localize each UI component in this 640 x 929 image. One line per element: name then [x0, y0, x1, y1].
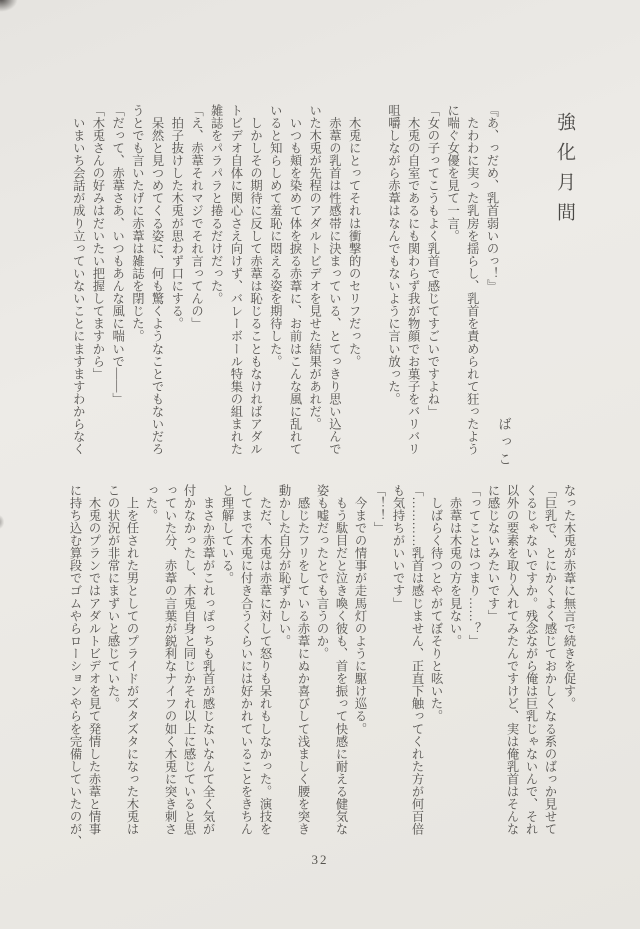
author-name: ばっこ: [496, 417, 511, 470]
text-line: 木兎にとってそれは衝撃的のセリフだった。: [347, 104, 362, 368]
scan-artifact-smudge: [0, 515, 4, 529]
text-line: まさか赤葦がこれっぽっちも乳首が感じないなんて全く気が: [201, 484, 215, 836]
text-line: 雑誌をパラパラと捲るだけだった。: [209, 104, 224, 305]
text-line: 「…………乳首は感じません、正直下触ってくれた方が何百倍: [410, 484, 424, 836]
text-line: に喘ぐ女優を見て一言。: [445, 104, 460, 243]
text-line: うとでも言いたげに赤葦は雑誌を閉じた。: [130, 104, 145, 343]
text-line: いつも頬を染めて体を捩る赤葦に、お前はこんな風に乱れて: [287, 104, 302, 456]
text-line: 「女の子ってこうもよく乳首で感じてすごいですよね」: [425, 104, 440, 418]
text-line: 咀嚼しながら赤葦はなんでもないように言い放った。: [386, 104, 401, 406]
text-line: もう駄目だと泣き喚く彼も、首を振って快感に耐える健気な: [334, 484, 348, 836]
text-line: 以外の要素を取り入れてみたんですけど、実は俺乳首はそんな: [505, 484, 519, 836]
text-line: 動かした自分が恥ずかしい。: [277, 484, 291, 648]
text-line: 上を任された男としてのプライドがズタズタになった木兎は: [125, 484, 139, 836]
text-line: 呆然と見つめてくる姿に、何も驚くようなことでもないだろ: [150, 104, 165, 456]
text-line: この状況が非常にまずいと感じていた。: [106, 484, 120, 710]
text-line: 「巨乳で、とにかくよく感じておかしくなる系のばっか見せて: [543, 484, 557, 836]
text-line: ただ、木兎は赤葦に対して怒りも呆れもしなかった。演技を: [258, 484, 272, 836]
text-line: 「だって、赤葦さあ、いつもあんな風に喘いで――」: [110, 104, 125, 406]
text-line: 「え、赤葦それマジでそれ言ってんの」: [189, 104, 204, 330]
text-line: しかしその期待に反して赤葦は恥じることもなければアダル: [248, 104, 263, 456]
text-line: った。: [144, 484, 158, 522]
page-number: 32: [311, 852, 329, 867]
text-line: 今までの情事が走馬灯のように駆け巡る。: [353, 484, 367, 735]
text-line: いた木兎が先程のアダルトビデオを見せた結果があれだ。: [307, 104, 322, 431]
scan-artifact-smudge: [0, 0, 18, 12]
text-line: 付かなかったし、木兎自身と同じかそれ以上に感じていると思: [182, 484, 196, 836]
text-line: してまで木兎に付き合うくらいには好かれていることをきちん: [239, 484, 253, 836]
text-line: 拍子抜けした木兎が思わず口にする。: [169, 104, 184, 330]
text-line: 「ってことはつまり……？」: [467, 484, 481, 648]
text-line: いまいち会話が成り立っていないことにますますわからなく: [71, 104, 86, 456]
text-line: 木兎のプランではアダルトビデオを見て発情した赤葦と情事: [87, 484, 101, 836]
text-line: っていた分、赤葦の言葉が鋭利なナイフの如く木兎に突き刺さ: [163, 484, 177, 836]
text-line: 『あ、っだめ、乳首弱いのっ！』: [485, 104, 499, 293]
text-line: たわわに実った乳房を揺らし、乳首を責められて狂ったよう: [465, 104, 480, 456]
text-line: 木兎の自室であるにも関わらず我が物顔でお菓子をバリバリ: [406, 104, 421, 456]
text-line: しばらく待つとやがてぼそりと呟いた。: [429, 484, 443, 723]
text-line: 赤葦の乳首は性感帯に決まっている、とてっきり思い込んで: [327, 104, 342, 456]
text-line: トビデオ自体に関心さえ向けず、バレーボール特集の組まれた: [228, 104, 243, 456]
text-line: 姿も嘘だったとでも言うのか。: [315, 484, 329, 660]
text-line: に持ち込む算段でゴムやらローションやらを完備していたのが、: [68, 484, 82, 848]
top-text-block: [68, 104, 501, 478]
text-line: 赤葦は木兎の方を見ない。: [448, 484, 462, 648]
text-line: なった木兎が赤葦に無言で続きを促す。: [562, 484, 576, 710]
text-line: と理解している。: [220, 484, 234, 585]
bottom-text-block: [65, 484, 578, 858]
text-line: も気持ちがいいです」: [391, 484, 405, 610]
text-line: 「木兎さんの好みはだいたい把握してますから」: [90, 104, 105, 381]
text-line: いると知らしめて羞恥に悶える姿を期待した。: [268, 104, 283, 368]
page-title: 強化月間: [554, 112, 575, 232]
text-line: くるじゃないですか。残念ながら俺は巨乳じゃないんで、それ: [524, 484, 538, 836]
text-line: 「！！」: [372, 484, 386, 535]
text-line: に感じないみたいです」: [486, 484, 500, 623]
text-line: [363, 104, 383, 478]
text-line: 感じたフリをしている赤葦にぬか喜びして浅ましく腰を突き: [296, 484, 310, 836]
